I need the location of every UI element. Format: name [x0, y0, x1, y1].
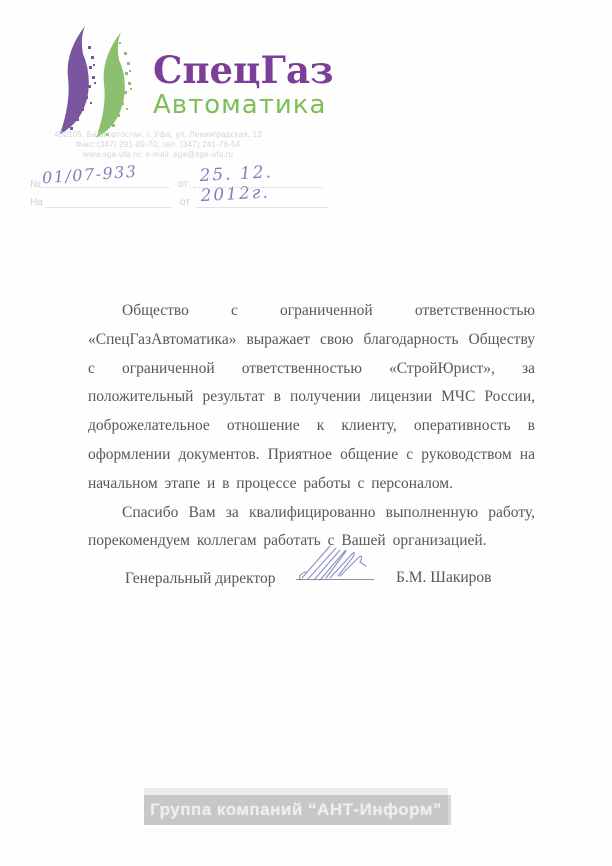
flame-logo-icon — [55, 22, 147, 140]
brand-name-line2: Автоматика — [153, 90, 327, 120]
contact-block — [38, 130, 278, 160]
signature-scribble-icon — [296, 540, 376, 582]
reply-label: На — [30, 197, 43, 208]
handwritten-date: 25. 12. 2012г. — [199, 162, 274, 207]
contact-web-email: www.sga-ufa.ru; e-mail: sga@sga-ufa.ru — [82, 150, 234, 159]
signature-line — [296, 579, 374, 580]
ref-number-dotted-line — [40, 187, 170, 188]
reply-number-line — [46, 207, 171, 208]
company-logo — [55, 22, 334, 140]
signature-block — [0, 540, 612, 600]
letter-body — [88, 297, 535, 556]
from-date-label: от — [178, 179, 188, 190]
date-dotted-line — [194, 187, 324, 188]
signer-name: Б.М. Шакиров — [396, 569, 492, 586]
contact-phone: Факс (347) 291-89-70; тел. (347) 241-76-54 — [75, 140, 241, 149]
footer-group-bar — [144, 795, 448, 825]
brand-name-line1: СпецГаз — [153, 48, 334, 92]
contact-address: 450105, Башкортостан, г. Уфа, ул. Ленинградская, 13 — [54, 130, 262, 139]
reply-date-line — [196, 207, 328, 208]
reply-from-label: от — [180, 197, 190, 208]
letter-paragraph-1: Общество с ограниченной ответственностью «СпецГазАвтоматика» выражает свою благодарность Обществу с ограниченной ответственностью «СтройЮрист», за положительный результат в получении лицензии МЧС России, доброжелательное отношение к клиенту, оперативность в оформлении документов. Приятное общение с руководством на начальном этапе и в процессе работы с персоналом. — [88, 302, 535, 492]
reply-reference-row — [28, 197, 318, 213]
number-symbol-label: № — [30, 179, 41, 190]
footer-group-name: Группа компаний “АНТ-Информ” — [150, 800, 442, 819]
signer-title: Генеральный директор — [125, 570, 276, 587]
letter-paragraph-2: Спасибо Вам за квалифицированно выполненную работу, порекомендуем коллегам работать с Вашей организацией. — [88, 503, 535, 550]
handwritten-ref-number: 01/07-933 — [41, 161, 139, 188]
